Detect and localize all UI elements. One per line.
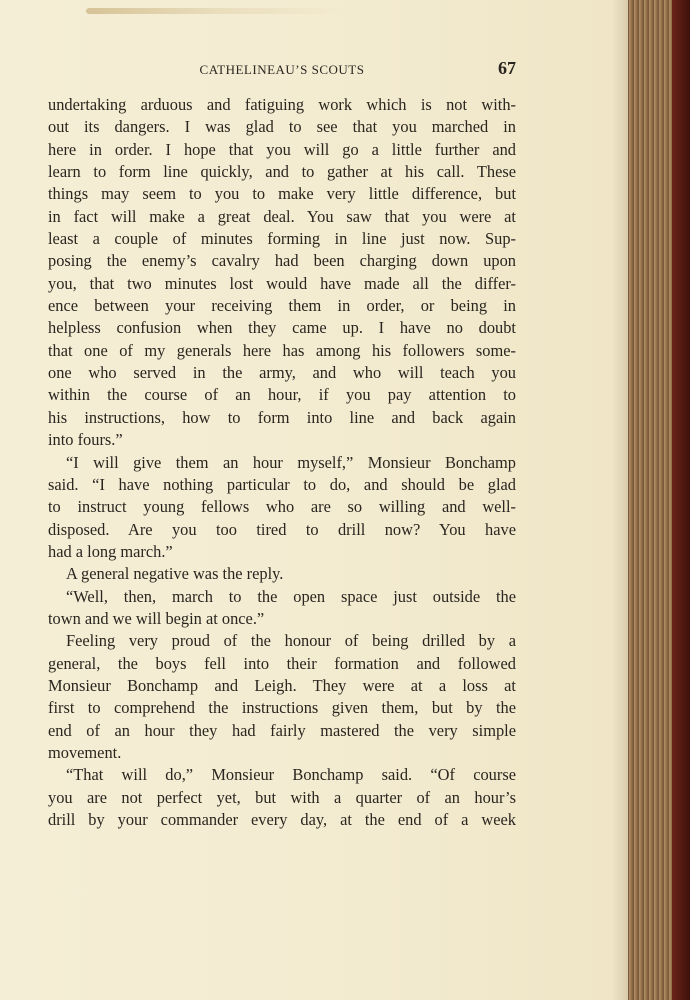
page-top-rule	[86, 8, 346, 14]
text-line: here in order. I hope that you will go a little further and	[48, 139, 516, 159]
text-line: movement.	[48, 742, 122, 762]
text-line: within the course of an hour, if you pay attention to	[48, 385, 516, 405]
text-line: town and we will begin at once.”	[48, 608, 265, 628]
body-text	[48, 94, 516, 831]
text-line: helpless confusion when they came up. I have no doubt	[48, 318, 516, 338]
text-line: his instructions, how to form into line and back again	[48, 407, 516, 427]
text-line: general, the boys fell into their formation and followed	[48, 653, 516, 673]
page-header	[48, 58, 516, 82]
book-cover-edge	[672, 0, 690, 1000]
text-line: Feeling very proud of the honour of being drilled by a	[66, 631, 516, 651]
text-line: least a couple of minutes forming in line just now. Sup-	[48, 229, 516, 249]
text-line: learn to form line quickly, and to gather at his call. These	[48, 162, 516, 182]
text-line: Monsieur Bonchamp and Leigh. They were at a loss at	[48, 675, 516, 695]
text-line: had a long march.”	[48, 541, 173, 561]
text-line: posing the enemy’s cavalry had been charging down upon	[48, 251, 516, 271]
text-line: disposed. Are you too tired to drill now? You have	[48, 519, 516, 539]
text-line: drill by your commander every day, at the end of a week	[48, 810, 516, 829]
text-line: undertaking arduous and fatiguing work which is not with-	[48, 95, 516, 114]
text-line: in fact will make a great deal. You saw that you were at	[48, 206, 516, 226]
text-line: that one of my generals here has among his followers some-	[48, 340, 516, 360]
text-line: out its dangers. I was glad to see that you marched in	[48, 117, 516, 137]
text-line: “I will give them an hour myself,” Monsieur Bonchamp	[66, 452, 516, 472]
text-line: you, that two minutes lost would have made all the differ-	[48, 273, 516, 293]
text-line: “That will do,” Monsieur Bonchamp said. “Of course	[66, 765, 516, 785]
text-line: to instruct young fellows who are so willing and well-	[48, 497, 516, 517]
text-line: ence between your receiving them in order, or being in	[48, 296, 516, 316]
text-line: A general negative was the reply.	[66, 564, 284, 584]
text-line: into fours.”	[48, 430, 123, 450]
text-line: said. “I have nothing particular to do, and should be glad	[48, 474, 516, 494]
running-title: CATHELINEAU’S SCOUTS	[199, 62, 365, 77]
text-line: end of an hour they had fairly mastered the very simple	[48, 720, 516, 740]
text-line: “Well, then, march to the open space just outside the	[66, 586, 516, 606]
text-line: first to comprehend the instructions given them, but by the	[48, 698, 516, 718]
text-line: one who served in the army, and who will teach you	[48, 363, 516, 383]
text-line: you are not perfect yet, but with a quarter of an hour’s	[48, 787, 516, 807]
page-number: 67	[498, 58, 516, 78]
text-line: things may seem to you to make very little difference, but	[48, 184, 516, 204]
